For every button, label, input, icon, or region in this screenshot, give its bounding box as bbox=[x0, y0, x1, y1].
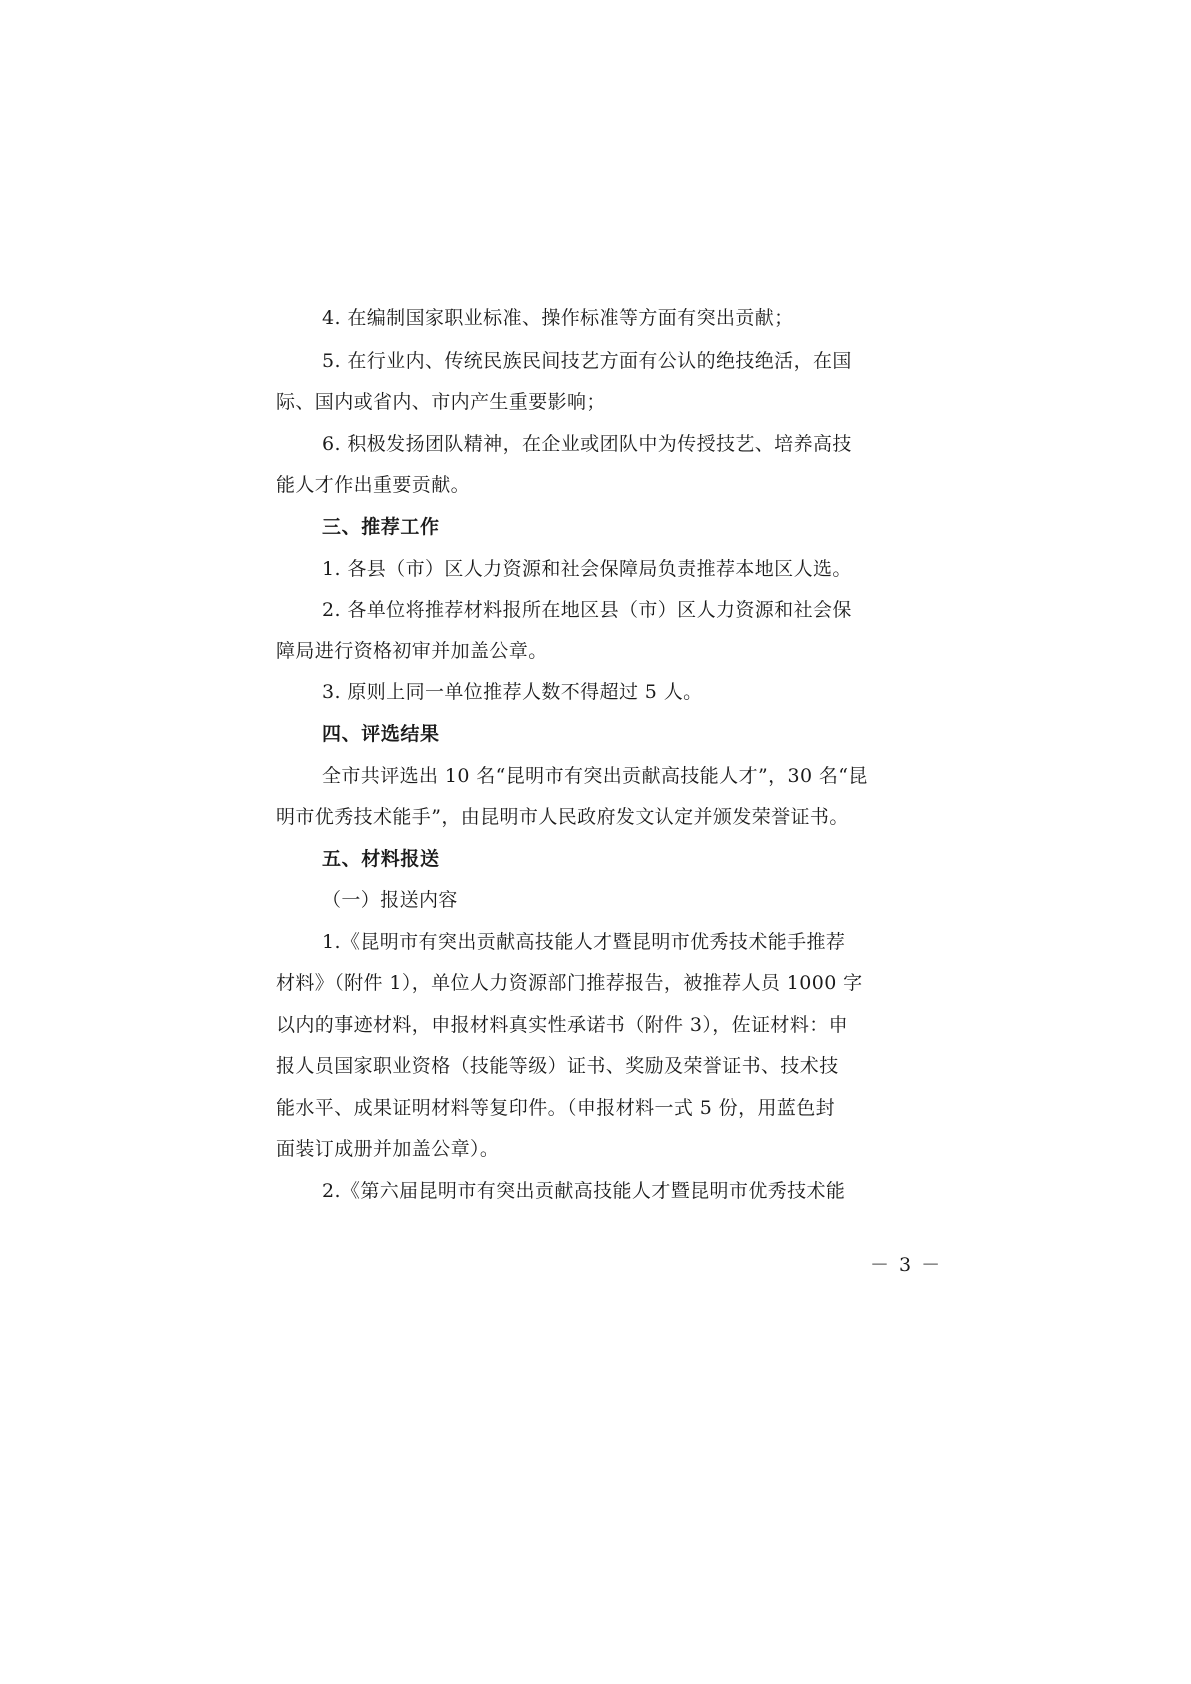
section-heading-4: 四、评选结果 bbox=[322, 723, 440, 745]
list-item-5-line-1: 5. 在行业内、传统民族民间技艺方面有公认的绝技绝活，在国 bbox=[322, 350, 852, 372]
materials-item-1-line-3: 以内的事迹材料，申报材料真实性承诺书（附件 3），佐证材料：申 bbox=[276, 1014, 849, 1036]
list-item-6-line-1: 6. 积极发扬团队精神，在企业或团队中为传授技艺、培养高技 bbox=[322, 433, 852, 455]
recommend-item-3: 3. 原则上同一单位推荐人数不得超过 5 人。 bbox=[322, 681, 703, 703]
materials-item-1-line-4: 报人员国家职业资格（技能等级）证书、奖励及荣誉证书、技术技 bbox=[276, 1055, 839, 1077]
recommend-item-2-line-2: 障局进行资格初审并加盖公章。 bbox=[276, 640, 548, 662]
subsection-heading-1: （一）报送内容 bbox=[322, 889, 458, 911]
list-item-5-line-2: 际、国内或省内、市内产生重要影响； bbox=[276, 391, 606, 413]
materials-item-1-line-6: 面装订成册并加盖公章）。 bbox=[276, 1138, 500, 1160]
recommend-item-2-line-1: 2. 各单位将推荐材料报所在地区县（市）区人力资源和社会保 bbox=[322, 599, 852, 621]
page-number: － 3 － bbox=[870, 1254, 943, 1276]
materials-item-2-line-1: 2.《第六届昆明市有突出贡献高技能人才暨昆明市优秀技术能 bbox=[322, 1180, 846, 1202]
materials-item-1-line-2: 材料》（附件 1），单位人力资源部门推荐报告，被推荐人员 1000 字 bbox=[276, 972, 863, 994]
result-paragraph-line-2: 明市优秀技术能手”，由昆明市人民政府发文认定并颁发荣誉证书。 bbox=[276, 806, 849, 828]
section-heading-3: 三、推荐工作 bbox=[322, 516, 440, 538]
recommend-item-1: 1. 各县（市）区人力资源和社会保障局负责推荐本地区人选。 bbox=[322, 558, 852, 580]
materials-item-1-line-5: 能水平、成果证明材料等复印件。（申报材料一式 5 份，用蓝色封 bbox=[276, 1097, 836, 1119]
result-paragraph-line-1: 全市共评选出 10 名“昆明市有突出贡献高技能人才”，30 名“昆 bbox=[322, 765, 868, 787]
materials-item-1-line-1: 1.《昆明市有突出贡献高技能人才暨昆明市优秀技术能手推荐 bbox=[322, 931, 846, 953]
section-heading-5: 五、材料报送 bbox=[322, 848, 440, 870]
list-item-6-line-2: 能人才作出重要贡献。 bbox=[276, 474, 471, 496]
list-item-4: 4. 在编制国家职业标准、操作标准等方面有突出贡献； bbox=[322, 307, 794, 329]
